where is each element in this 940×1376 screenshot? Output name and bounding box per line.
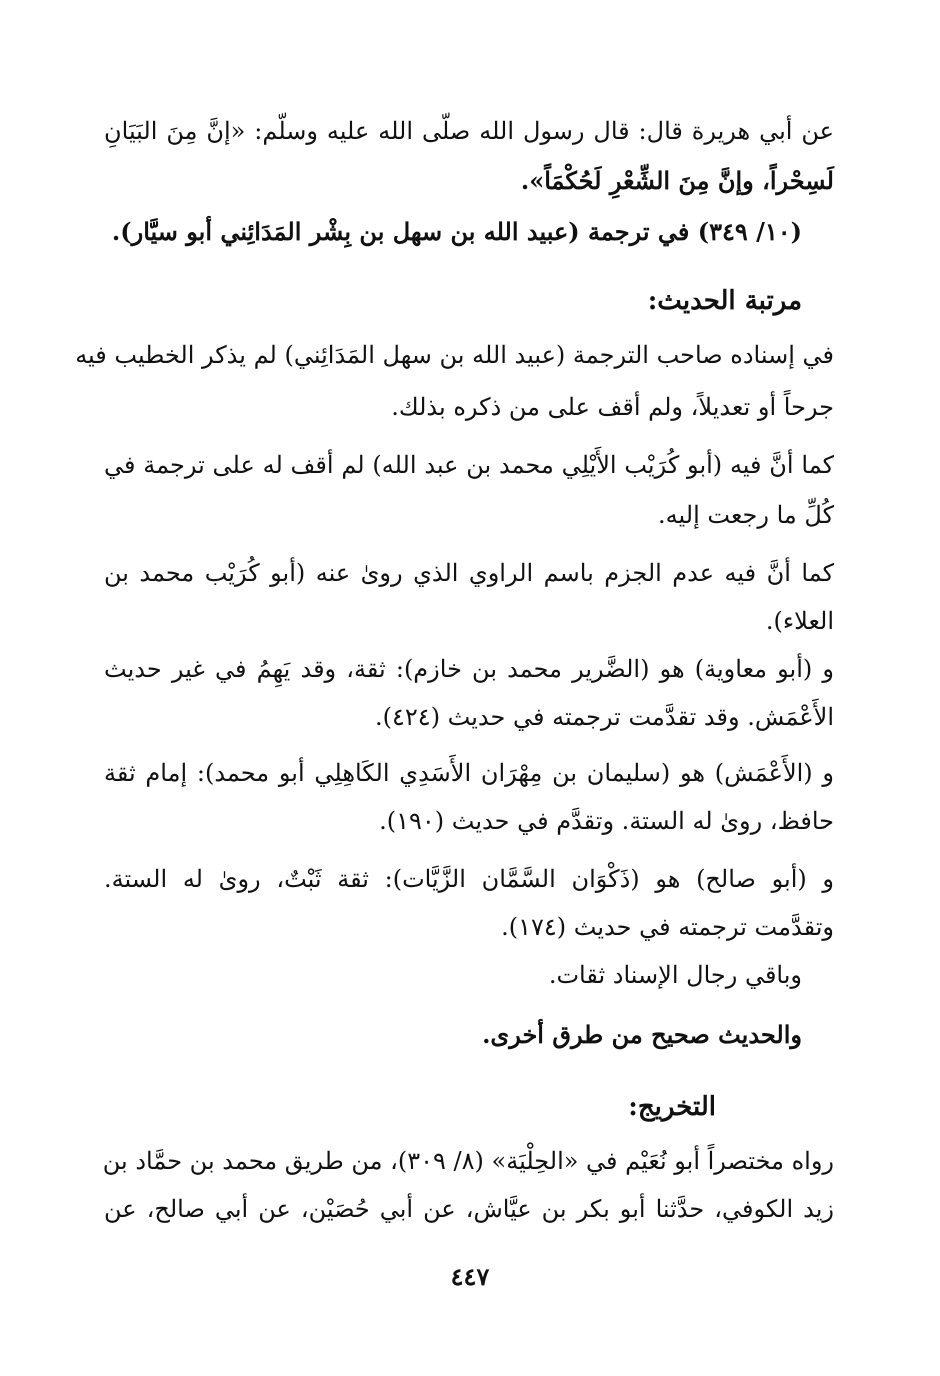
text-line-21: زيد الكوفي، حدَّثنا أبو بكر بن عيَّاش، عن أبي حُصَيْن، عن أبي صالح، عن (104, 1195, 834, 1223)
text-line-2: لَسِحْراً، وإنَّ مِنَ الشِّعْرِ لَحُكْمَاً». (520, 166, 834, 195)
text-line-3: (١٠/ ٣٤٩) في ترجمة (عبيد الله بن سهل بن بِشْر المَدَائِني أبو سيَّار). (111, 217, 802, 246)
text-line-6: جرحاً أو تعديلاً، ولم أقف على من ذكره بذلك. (391, 393, 834, 421)
text-line-7: كما أنَّ فيه (أبو كُرَيْب الأَيْلِي محمد بن عبد الله) لم أقف له على ترجمة في (104, 451, 834, 479)
page-number: ٤٤٧ (450, 1262, 490, 1291)
text-line-8: كُلِّ ما رجعت إليه. (658, 501, 834, 529)
text-line-17: وباقي رجال الإسناد ثقات. (548, 961, 802, 989)
section-heading-hadith-rank: مرتبة الحديث: (647, 286, 802, 316)
text-line-15: و (أبو صالح) هو (ذَكْوَان السَّمَّان الزَّيَّات): ثقة ثَبْتٌ، روىٰ له الستة. (104, 865, 834, 893)
section-heading-takhrij: التخريج: (628, 1092, 716, 1122)
text-line-11: و (أبو معاوية) هو (الضَّرير محمد بن خازم): ثقة، وقد يَهِمُ في غير حديث (104, 655, 834, 683)
text-line-13: و (الأَعْمَش) هو (سليمان بن مِهْرَان الأَسَدِي الكَاهِلِي أبو محمد): إمام ثقة (104, 759, 834, 787)
text-line-14: حافظ، روىٰ له الستة. وتقدَّم في حديث (١٩٠). (379, 807, 834, 835)
text-line-16: وتقدَّمت ترجمته في حديث (١٧٤). (501, 913, 834, 941)
text-line-5: في إسناده صاحب الترجمة (عبيد الله بن سهل المَدَائِني) لم يذكر الخطيب فيه (75, 341, 834, 369)
text-line-1: عن أبي هريرة قال: قال رسول الله صلّى الله عليه وسلّم: «إنَّ مِنَ البَيَانِ (104, 117, 834, 145)
text-line-10: العلاء). (765, 607, 834, 635)
text-line-9: كما أنَّ فيه عدم الجزم باسم الراوي الذي روىٰ عنه (أبو كُرَيْب محمد بن (104, 559, 835, 587)
text-line-12: الأَعْمَش. وقد تقدَّمت ترجمته في حديث (٤٢٤). (375, 703, 834, 731)
text-line-18: والحديث صحيح من طرق أخرى. (482, 1020, 802, 1049)
text-line-20: رواه مختصراً أبو نُعَيْم في «الحِلْيَة» (٨/ ٣٠٩)، من طريق محمد بن حمَّاد بن (102, 1147, 834, 1175)
